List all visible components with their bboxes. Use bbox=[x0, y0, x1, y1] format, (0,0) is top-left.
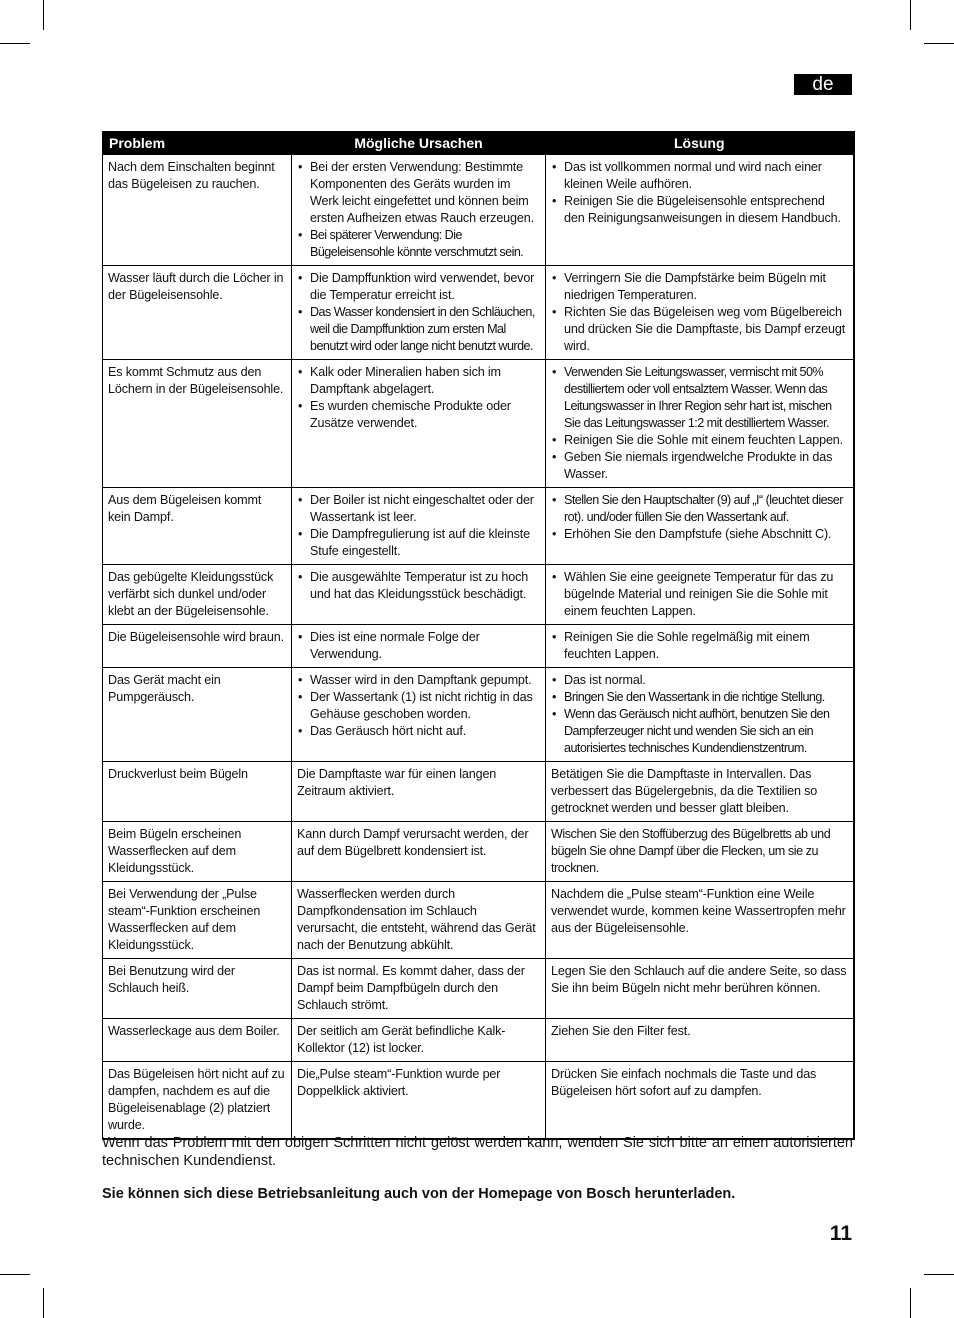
solution-cell bbox=[546, 266, 854, 360]
table-row bbox=[103, 266, 854, 360]
crop-mark-bottom-left-h bbox=[0, 1274, 30, 1275]
download-note: Sie können sich diese Betriebsanleitung auch von der Homepage von Bosch herunterladen. bbox=[102, 1185, 736, 1202]
table-row bbox=[103, 565, 854, 625]
table-row bbox=[103, 882, 854, 959]
problem-cell: Das Bügeleisen hört nicht auf zu dampfen, nachdem es auf die Bügeleisenablage (2) platziert wurde. bbox=[103, 1062, 292, 1140]
table-row bbox=[103, 488, 854, 565]
problem-cell: Druckverlust beim Bügeln bbox=[103, 762, 292, 822]
header-problem: Problem bbox=[103, 132, 292, 155]
list-item: • Reinigen Sie die Sohle regelmäßig mit einem feuchten Lappen. bbox=[551, 629, 848, 663]
problem-cell: Nach dem Einschalten beginnt das Bügeleisen zu rauchen. bbox=[103, 155, 292, 266]
troubleshooting-table bbox=[102, 131, 855, 1140]
list-item: • Dies ist eine normale Folge der Verwendung. bbox=[297, 629, 540, 663]
problem-cell: Bei Verwendung der „Pulse steam“-Funktion erscheinen Wasserflecken auf dem Kleidungsstück. bbox=[103, 882, 292, 959]
solution-cell bbox=[546, 625, 854, 668]
table-row bbox=[103, 822, 854, 882]
list-item: • Reinigen Sie die Bügeleisensohle entsprechend den Reinigungsanweisungen in diesem Handbuch. bbox=[551, 193, 848, 227]
table-row bbox=[103, 155, 854, 266]
table-row bbox=[103, 625, 854, 668]
list-item: • Reinigen Sie die Sohle mit einem feuchten Lappen. bbox=[551, 432, 848, 449]
crop-mark-top-right-h bbox=[924, 43, 954, 44]
language-tab: de bbox=[794, 74, 852, 95]
list-item: • Wasser wird in den Dampftank gepumpt. bbox=[297, 672, 540, 689]
problem-cell: Es kommt Schmutz aus den Löchern in der Bügeleisensohle. bbox=[103, 360, 292, 488]
header-causes: Mögliche Ursachen bbox=[292, 132, 546, 155]
causes-cell bbox=[292, 155, 546, 266]
problem-cell: Aus dem Bügeleisen kommt kein Dampf. bbox=[103, 488, 292, 565]
list-item: • Wenn das Geräusch nicht aufhört, benutzen Sie den Dampferzeuger nicht und wenden Sie sich an ein autorisiertes technisches Kundendienstzentrum. bbox=[551, 706, 848, 757]
solution-cell bbox=[546, 565, 854, 625]
table-header-row bbox=[103, 132, 854, 155]
solution-cell bbox=[546, 360, 854, 488]
crop-mark-bottom-left-v bbox=[43, 1288, 44, 1318]
list-item: • Es wurden chemische Produkte oder Zusätze verwendet. bbox=[297, 398, 540, 432]
causes-cell bbox=[292, 625, 546, 668]
page-number: 11 bbox=[829, 1222, 852, 1245]
list-item: • Die Dampffunktion wird verwendet, bevor die Temperatur erreicht ist. bbox=[297, 270, 540, 304]
solution-cell bbox=[546, 668, 854, 762]
causes-cell: Die„Pulse steam“-Funktion wurde per Doppelklick aktiviert. bbox=[292, 1062, 546, 1140]
table-row bbox=[103, 1019, 854, 1062]
list-item: • Das Wasser kondensiert in den Schläuchen, weil die Dampffunktion zum ersten Mal benutzt wird oder lange nicht benutzt wurde. bbox=[297, 304, 540, 355]
list-item: • Verwenden Sie Leitungswasser, vermischt mit 50% destilliertem oder voll entsalztem Wasser. Wenn das Leitungswasser in Ihrer Region sehr hart ist, mischen Sie das Leitungswasser 1:2 mit destilliertem Wasser. bbox=[551, 364, 848, 432]
problem-cell: Bei Benutzung wird der Schlauch heiß. bbox=[103, 959, 292, 1019]
solution-cell: Wischen Sie den Stoffüberzug des Bügelbretts ab und bügeln Sie ohne Dampf über die Flecken, um sie zu trocknen. bbox=[546, 822, 854, 882]
list-item: • Das Geräusch hört nicht auf. bbox=[297, 723, 540, 740]
table-row bbox=[103, 959, 854, 1019]
solution-cell: Legen Sie den Schlauch auf die andere Seite, so dass Sie ihn beim Bügeln nicht mehr berühren können. bbox=[546, 959, 854, 1019]
problem-cell: Wasserleckage aus dem Boiler. bbox=[103, 1019, 292, 1062]
list-item: • Wählen Sie eine geeignete Temperatur für das zu bügelnde Material und reinigen Sie die Sohle mit einem feuchten Lappen. bbox=[551, 569, 848, 620]
problem-cell: Beim Bügeln erscheinen Wasserflecken auf dem Kleidungsstück. bbox=[103, 822, 292, 882]
table-row bbox=[103, 360, 854, 488]
list-item: • Erhöhen Sie den Dampfstufe (siehe Abschnitt C). bbox=[551, 526, 848, 543]
list-item: • Die Dampfregulierung ist auf die kleinste Stufe eingestellt. bbox=[297, 526, 540, 560]
causes-cell: Das ist normal. Es kommt daher, dass der Dampf beim Dampfbügeln durch den Schlauch strömt. bbox=[292, 959, 546, 1019]
list-item: • Stellen Sie den Hauptschalter (9) auf „I“ (leuchtet dieser rot). und/oder füllen Sie den Wassertank auf. bbox=[551, 492, 848, 526]
list-item: • Bei der ersten Verwendung: Bestimmte Komponenten des Geräts wurden im Werk leicht eingefettet und können beim ersten Aufheizen etwas Rauch erzeugen. bbox=[297, 159, 540, 227]
causes-cell bbox=[292, 565, 546, 625]
causes-cell: Kann durch Dampf verursacht werden, der auf dem Bügelbrett kondensiert ist. bbox=[292, 822, 546, 882]
list-item: • Der Wassertank (1) ist nicht richtig in das Gehäuse geschoben worden. bbox=[297, 689, 540, 723]
problem-cell: Das gebügelte Kleidungsstück verfärbt sich dunkel und/oder klebt an der Bügeleisensohle. bbox=[103, 565, 292, 625]
solution-cell: Drücken Sie einfach nochmals die Taste und das Bügeleisen hört sofort auf zu dampfen. bbox=[546, 1062, 854, 1140]
crop-mark-top-left-v bbox=[43, 0, 44, 30]
crop-mark-bottom-right-h bbox=[924, 1274, 954, 1275]
causes-cell bbox=[292, 266, 546, 360]
solution-cell: Nachdem die „Pulse steam“-Funktion eine Weile verwendet wurde, kommen keine Wassertropfen mehr aus der Bügeleisensohle. bbox=[546, 882, 854, 959]
causes-cell: Wasserflecken werden durch Dampfkondensation im Schlauch verursacht, die entsteht, während das Gerät nach der Benutzung abkühlt. bbox=[292, 882, 546, 959]
causes-cell: Die Dampftaste war für einen langen Zeitraum aktiviert. bbox=[292, 762, 546, 822]
list-item: • Bringen Sie den Wassertank in die richtige Stellung. bbox=[551, 689, 848, 706]
table-row bbox=[103, 668, 854, 762]
list-item: • Der Boiler ist nicht eingeschaltet oder der Wassertank ist leer. bbox=[297, 492, 540, 526]
solution-cell: Ziehen Sie den Filter fest. bbox=[546, 1019, 854, 1062]
causes-cell: Der seitlich am Gerät befindliche Kalk-Kollektor (12) ist locker. bbox=[292, 1019, 546, 1062]
problem-cell: Das Gerät macht ein Pumpgeräusch. bbox=[103, 668, 292, 762]
crop-mark-bottom-right-v bbox=[910, 1288, 911, 1318]
list-item: • Kalk oder Mineralien haben sich im Dampftank abgelagert. bbox=[297, 364, 540, 398]
problem-cell: Wasser läuft durch die Löcher in der Bügeleisensohle. bbox=[103, 266, 292, 360]
table-row bbox=[103, 762, 854, 822]
crop-mark-top-right-v bbox=[910, 0, 911, 30]
solution-cell bbox=[546, 488, 854, 565]
list-item: • Bei späterer Verwendung: Die Bügeleisensohle könnte verschmutzt sein. bbox=[297, 227, 540, 261]
header-solution: Lösung bbox=[546, 132, 854, 155]
list-item: • Die ausgewählte Temperatur ist zu hoch und hat das Kleidungsstück beschädigt. bbox=[297, 569, 540, 603]
list-item: • Geben Sie niemals irgendwelche Produkte in das Wasser. bbox=[551, 449, 848, 483]
service-note: Wenn das Problem mit den obigen Schritten nicht gelöst werden kann, wenden Sie sich bitte an einen autorisierten technischen Kundendienst. bbox=[102, 1134, 853, 1169]
solution-cell bbox=[546, 155, 854, 266]
list-item: • Richten Sie das Bügeleisen weg vom Bügelbereich und drücken Sie die Dampftaste, bis Dampf erzeugt wird. bbox=[551, 304, 848, 355]
crop-mark-top-left-h bbox=[0, 43, 30, 44]
table-row bbox=[103, 1062, 854, 1140]
list-item: • Das ist vollkommen normal und wird nach einer kleinen Weile aufhören. bbox=[551, 159, 848, 193]
solution-cell: Betätigen Sie die Dampftaste in Intervallen. Das verbessert das Bügelergebnis, da die Textilien so getrocknet werden und besser glatt bleiben. bbox=[546, 762, 854, 822]
causes-cell bbox=[292, 360, 546, 488]
causes-cell bbox=[292, 488, 546, 565]
list-item: • Verringern Sie die Dampfstärke beim Bügeln mit niedrigen Temperaturen. bbox=[551, 270, 848, 304]
problem-cell: Die Bügeleisensohle wird braun. bbox=[103, 625, 292, 668]
causes-cell bbox=[292, 668, 546, 762]
list-item: • Das ist normal. bbox=[551, 672, 848, 689]
